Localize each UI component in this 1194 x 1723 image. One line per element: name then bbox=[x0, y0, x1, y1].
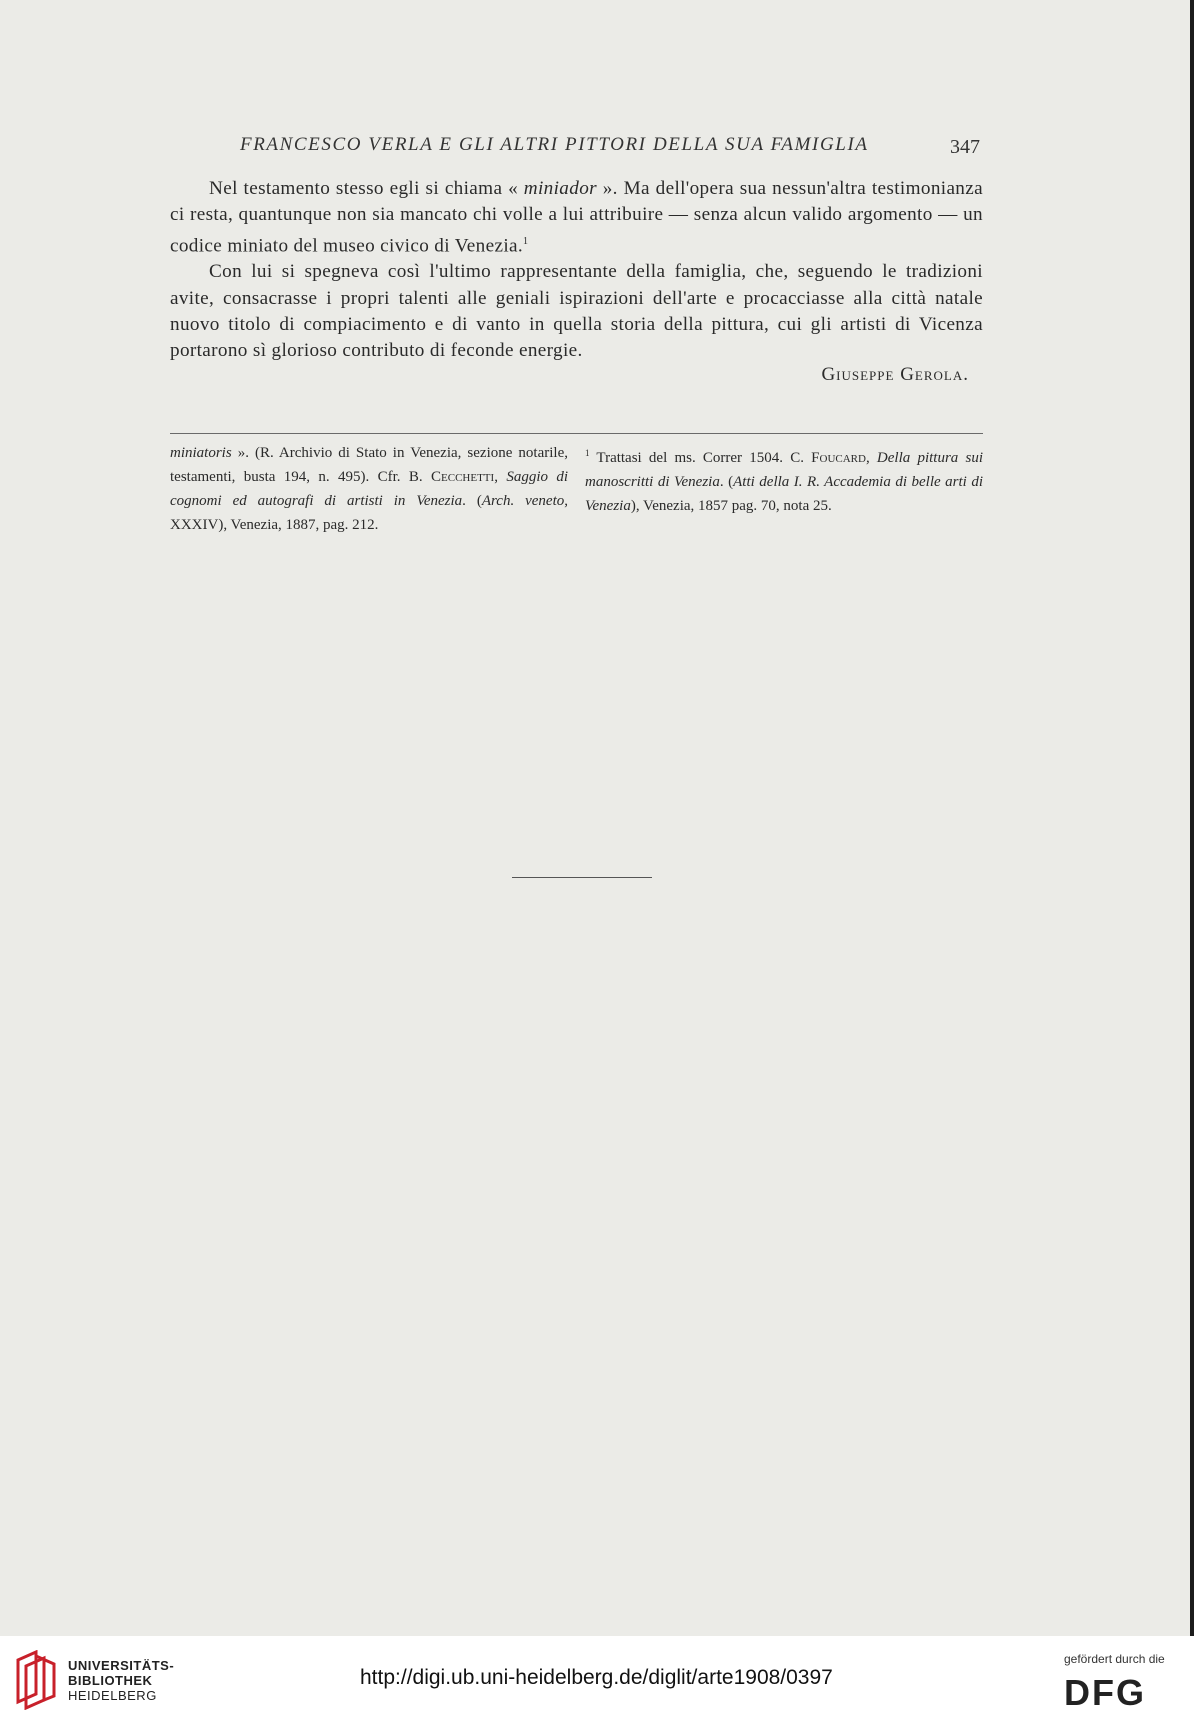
viewer-footer bbox=[0, 1636, 1194, 1723]
fn-left-text-2: , bbox=[494, 469, 507, 485]
footnote-number-1: 1 bbox=[585, 448, 590, 458]
fn-right-text-3: . ( bbox=[719, 474, 734, 490]
fn-right-text-2: , bbox=[865, 450, 877, 466]
footnote-right-column bbox=[585, 441, 983, 537]
fn-left-text-4: , XXXIV), Venezia, 1887, pag. 212. bbox=[170, 493, 569, 533]
fn-left-author: Cecchetti bbox=[431, 469, 495, 485]
permalink-url[interactable]: http://digi.ub.uni-heidelberg.de/diglit/arte1908/0397 bbox=[360, 1666, 833, 1689]
p1-text-a: Nel testamento stesso egli si chiama « bbox=[209, 178, 524, 199]
library-name-line-1: UNIVERSITÄTS- bbox=[68, 1658, 175, 1673]
fn-right-text-1: Trattasi del ms. Correr 1504. C. bbox=[589, 450, 812, 466]
funded-by-label: gefördert durch die bbox=[1064, 1652, 1165, 1666]
dfg-logo: DFG bbox=[1064, 1672, 1146, 1713]
fn-left-text-1: ». (R. Archivio di Stato in Venezia, sezione notarile, testamenti, busta 194, n. 495). Cfr. B. bbox=[170, 445, 568, 485]
paragraph-2: Con lui si spegneva così l'ultimo rappresentante della famiglia, che, seguendo le tradizioni avite, consacrasse i propri talenti alle geniali ispirazioni dell'arte e procacciasse alla città natale nuovo titolo di compiacimento e di vanto in quella storia della pittura, cui gli artisti di Vicenza portarono sì glorioso contributo di feconde energie. bbox=[170, 261, 983, 362]
running-title: FRANCESCO VERLA E GLI ALTRI PITTORI DELLA SUA FAMIGLIA bbox=[240, 134, 869, 155]
p1-italic: miniador bbox=[523, 178, 597, 199]
chapter-end-rule bbox=[512, 877, 652, 878]
fn-right-italic-1: Della pittura sui manoscritti di Venezia bbox=[585, 450, 983, 490]
author-signature: Giuseppe Gerola. bbox=[821, 364, 969, 385]
p1-text-b: ». Ma dell'opera sua nessun'altra testimonianza ci resta, quantunque non sia mancato chi volle a lui attribuire — senza alcun valido argomento — un codice miniato del museo civico di Venezia. bbox=[170, 178, 983, 256]
page-header bbox=[240, 134, 980, 162]
page-number: 347 bbox=[950, 136, 980, 158]
fn-right-text-4: ), Venezia, 1857 pag. 70, nota 25. bbox=[630, 498, 832, 514]
fn-right-italic-2: Atti della I. R. Accademia di belle arti di Venezia bbox=[585, 474, 984, 514]
footnote-rule bbox=[170, 433, 983, 434]
fn-left-text-3: . ( bbox=[462, 493, 482, 509]
footnote-ref-1: 1 bbox=[523, 235, 529, 247]
library-name-line-3: HEIDELBERG bbox=[68, 1688, 157, 1703]
library-name-line-2: BIBLIOTHEK bbox=[68, 1673, 153, 1688]
fn-left-italic-1: miniatoris bbox=[170, 445, 232, 461]
fn-left-italic-3: Arch. veneto bbox=[481, 493, 565, 509]
footnotes bbox=[170, 441, 983, 537]
paragraph-1 bbox=[170, 176, 983, 259]
footnote-left-column bbox=[170, 441, 568, 537]
fn-right-author: Foucard bbox=[811, 450, 866, 466]
fn-left-italic-2: Saggio di cognomi ed autografi di artisti in Venezia bbox=[170, 469, 569, 509]
library-logo-icon bbox=[14, 1650, 58, 1710]
main-text bbox=[170, 176, 983, 364]
